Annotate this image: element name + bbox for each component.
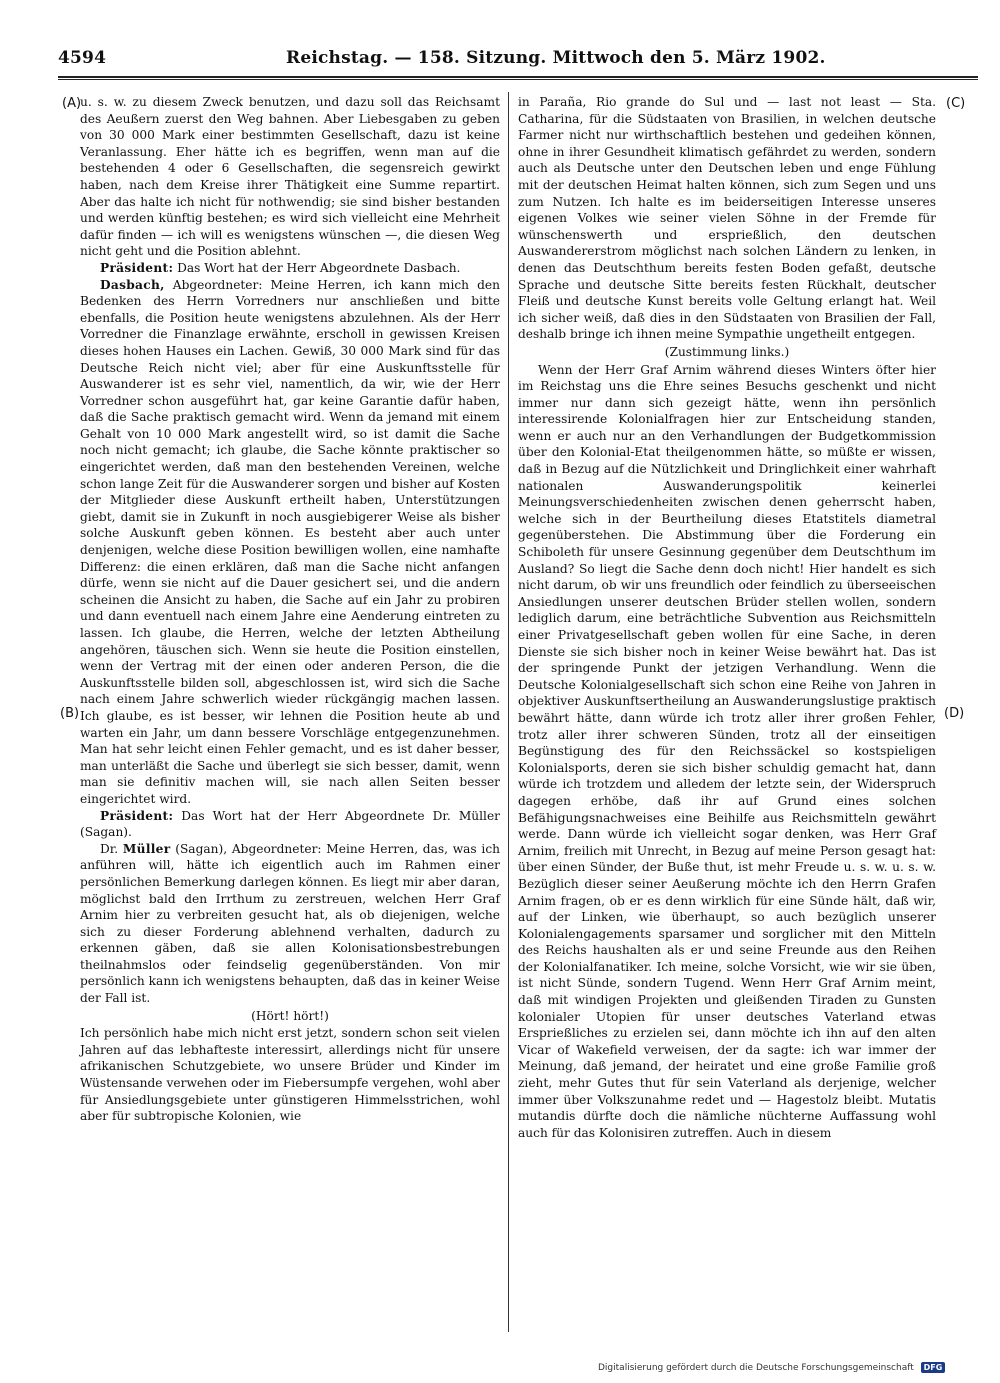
margin-marker-a: (A) <box>62 96 82 111</box>
page-number: 4594 <box>58 48 107 68</box>
speaker-paragraph <box>80 260 500 277</box>
dfg-logo: DFG <box>921 1362 946 1373</box>
header-rule <box>58 76 978 78</box>
page-header <box>58 46 978 76</box>
speaker-name: Müller <box>122 841 171 856</box>
speaker-paragraph <box>80 277 500 808</box>
header-rule-thin <box>58 79 978 80</box>
paragraph: Wenn der Herr Graf Arnim während dieses Winters öfter hier im Reichstag uns die Ehre seines Besuchs geschenkt und nicht immer nur dann sich gezeigt hätte, wenn ihn persönlich interessirende Kolonialfragen hier zur Entscheidung standen, wenn er auch nur an den Verhandlungen der Budgetkommission über den Kolonial-Etat theilgenommen hätte, so müßte er wissen, daß in Bezug auf die Nützlichkeit und Dringlichkeit einer wahrhaft nationalen Auswanderungspolitik keinerlei Meinungsverschiedenheiten zwischen denen geherrscht haben, welche sich in der Beurtheilung dieses Etatstitels diametral gegenüberstehen. Die Abstimmung über die Forderung ein Schiboleth für unsere Gesinnung gegenüber dem Deutschthum im Ausland? So liegt die Sache denn doch nicht! Hier handelt es sich nicht darum, ob wir uns freundlich oder feindlich zu überseeischen Ansiedlungen unserer deutschen Brüder stellen wollen, sondern lediglich darum, eine beträchtliche Subvention aus Reichsmitteln einer Privatgesellschaft geben wollen für eine Sache, in deren Dienste sie sich bisher noch in keiner Weise bewährt hat. Das ist der springende Punkt der jetzigen Verhandlung. Wenn die Deutsche Kolonialgesellschaft sich schon eine Reihe von Jahren in objektiver Auskunftsertheilung an Auswanderungslustige praktisch bewährt hätte, dann würde ich trotz aller ihrer großen Fehler, trotz aller ihrer schweren Sünden, trotz all der einseitigen Begünstigung des für den Reichssäckel so kostspieligen Kolonialsports, deren sie sich bisher schuldig gemacht hat, dann würde ich trotzdem und alledem der letzte sein, der Widerspruch dagegen erhöbe, daß ihr auf Grund eines solchen Befähigungsnachweises eine Beihilfe aus Reichsmitteln gewährt werde. Dann würde ich vielleicht sogar denken, was Herr Graf Arnim, freilich mit Unrecht, in Bezug auf meine Person gesagt hat: über einen Sünder, der Buße thut, ist mehr Freude u. s. w. u. s. w. Bezüglich dieser seiner Aeußerung möchte ich den Herrn Grafen Arnim fragen, ob er es denn wirklich für eine Sünde hält, daß wir, auf der Linken, wie überhaupt, so auch bezüglich unserer Kolonialengagements sparsamer und sorglicher mit den Mitteln des Reichs haushalten als er und seine Freunde aus den Reihen der Kolonialfanatiker. Ich meine, solche Vorsicht, wie wir sie üben, ist nicht Sünde, sondern Tugend. Wenn Herr Graf Arnim meint, daß mit windigen Projekten und gleißenden Tiraden zu Gunsten kolonialer Utopien für unser deutsches Vaterland etwas Ersprießliches zu erzielen sei, dann möchte ich ihn auf den alten Vicar of Wakefield verweisen, der da sagte: ich war immer der Meinung, daß jemand, der heiratet und eine große Familie groß zieht, mehr Gutes thut für sein Vaterland als derjenige, welcher immer über Volkszunahme redet und — Hagestolz bleibt. Mutatis mutandis dürfte doch die nämliche nüchterne Auffassung wohl auch für das Kolonisiren zutreffen. Auch in diesem <box>518 362 936 1140</box>
speech-text: Abgeordneter: Meine Herren, ich kann mich den Bedenken des Herrn Vorredners nur anschließen und bitte ebenfalls, die Position heute wenigstens abzulehnen. Als der Herr Vorredner die Finanzlage erwähnte, erscholl in gewissen Kreisen dieses hohen Hauses ein Lachen. Gewiß, 30 000 Mark sind für das Deutsche Reich nicht viel; aber für eine Auskunftsstelle für Auswanderer ist es sehr viel, namentlich, da wir, wie der Herr Vorredner schon ausgeführt hat, gar keine Garantie dafür haben, daß die Sache praktisch gemacht wird. Wenn da jemand mit einem Gehalt von 10 000 Mark angestellt wird, so ist damit die Sache noch nicht gemacht; ich glaube, die Sache könnte praktischer so eingerichtet werden, daß man den bestehenden Vereinen, welche schon lange Zeit für die Auswanderer sorgen und bisher auf Kosten der Mitglieder diese Auskunft ertheilt haben, Unterstützungen giebt, damit sie in Zukunft in noch ausgiebigerer Weise als bisher solche Auskunft geben können. Es besteht aber auch unter denjenigen, welche diese Position bewilligen wollen, eine namhafte Differenz: die einen erklären, daß man die Sache nicht anfangen dürfe, wenn sie nicht auf die Dauer gesichert sei, und die andern scheinen die Ansicht zu haben, die Sache auf ein Jahr zu probiren und dann eventuell nach einem Jahre eine Aenderung eintreten zu lassen. Ich glaube, die Herren, welche der letzten Abtheilung angehören, täuschen sich. Wenn sie heute die Position einstellen, wenn der Vertrag mit der einen oder anderen Person, die die Auskunftsstelle bilden soll, abgeschlossen ist, wird sich die Sache nach einem Jahre schwerlich wieder rückgängig machen lassen. Ich glaube, es ist besser, wir lehnen die Position heute ab und warten ein Jahr, um dann bessere Vorschläge entgegenzunehmen. Man hat sehr leicht einen Fehler gemacht, und es ist daher besser, man unterläßt die Sache und überlegt sie sich besser, damit, wenn man sie definitiv machen will, sie nach allen Seiten besser eingerichtet wird. <box>80 277 500 806</box>
speaker-paragraph <box>80 841 500 1007</box>
column-divider <box>508 92 509 1332</box>
footer-credit <box>598 1362 945 1376</box>
paragraph: u. s. w. zu diesem Zweck benutzen, und dazu soll das Reichsamt des Aeußern zuerst den Weg bahnen. Aber Liebesgaben zu geben von 30 000 Mark einer bestimmten Gesellschaft, dazu ist keine Veranlassung. Eher hätte ich es begriffen, wenn man auf die bestehenden 4 oder 6 Gesellschaften, die segensreich gewirkt haben, nach dem Kreise ihrer Thätigkeit eine Summe repartirt. Aber das halte ich nicht für nothwendig; sie sind bisher bestanden und werden künftig bestehen; es wird sich vielleicht eine Mehrheit dafür finden — ich will es wenigstens wünschen —, die diesen Weg nicht geht und die Position ablehnt. <box>80 95 500 259</box>
right-column <box>518 94 936 1141</box>
speaker-name: Dasbach, <box>100 277 165 292</box>
speaker-name: Präsident: <box>100 808 174 823</box>
paragraph: Ich persönlich habe mich nicht erst jetzt, sondern schon seit vielen Jahren auf das lebhafteste interessirt, allerdings nicht für unsere afrikanischen Schutzgebiete, wo unsere Brüder und Kinder im Wüstensande verwehen oder im Fiebersumpfe vergehen, wohl aber für Ansiedlungsgebiete unter günstigeren Himmelsstrichen, wohl aber für subtropische Kolonien, wie <box>80 1026 500 1124</box>
speech-text: Das Wort hat der Herr Abgeordnete Dasbach. <box>173 260 461 275</box>
page-title: Reichstag. — 158. Sitzung. Mittwoch den 5. März 1902. <box>286 48 826 68</box>
margin-marker-c: (C) <box>946 96 966 111</box>
interjection: (Zustimmung links.) <box>664 344 790 359</box>
margin-marker-b: (B) <box>60 706 80 721</box>
paragraph: in Paraña, Rio grande do Sul und — last not least — Sta. Catharina, für die Südstaaten von Brasilien, in welchen deutsche Farmer nicht nur wirthschaftlich bestehen und gedeihen können, ohne in ihrer Gesundheit klimatisch gefährdet zu werden, sondern auch als Deutsche unter den Deutschen leben und enge Fühlung mit der deutschen Heimat halten können, sich zum Segen und uns zum Nutzen. Ich halte es im beiderseitigen Interesse unseres eigenen Volkes wie seiner vielen Söhne in der Fremde für wünschenswerth und ersprießlich, den deutschen Auswandererstrom möglichst nach solchen Ländern zu lenken, in denen das Deutschthum bereits festen Boden gefaßt, deutsche Sprache und deutsche Sitte bereits festen Rückhalt, deutscher Fleiß und deutsche Kunst bereits volle Geltung erlangt hat. Weil ich sicher weiß, daß dies in den Südstaaten von Brasilien der Fall, deshalb bringe ich ihnen meine Sympathie ungetheilt entgegen. <box>518 95 936 342</box>
interjection: (Hört! hört!) <box>251 1008 329 1023</box>
speech-text: (Sagan), Abgeordneter: Meine Herren, das, was ich anführen will, hätte ich eigentlich auch im Rahmen einer persönlichen Bemerkung darlegen können. Es liegt mir aber daran, möglichst bald den Irrthum zu zerstreuen, welchen Herr Graf Arnim hier zu verbreiten gesucht hat, als ob diejenigen, welche sich zu dieser Forderung ablehnend verhalten, dadurch zu erkennen gäben, daß sie allen Kolonisationsbestrebungen theilnahmslos oder feindselig gegenüberständen. Von mir persönlich kann ich wenigstens behaupten, daß das in keiner Weise der Fall ist. <box>80 841 500 1006</box>
left-column <box>80 94 500 1125</box>
speaker-name: Präsident: <box>100 260 174 275</box>
footer-text: Digitalisierung gefördert durch die Deutsche Forschungsgemeinschaft <box>598 1363 914 1373</box>
margin-marker-d: (D) <box>944 706 965 721</box>
speaker-prefix: Dr. <box>100 841 123 856</box>
speech-text: Das Wort hat der Herr Abgeordnete Dr. Müller (Sagan). <box>80 808 500 840</box>
speaker-paragraph <box>80 808 500 841</box>
